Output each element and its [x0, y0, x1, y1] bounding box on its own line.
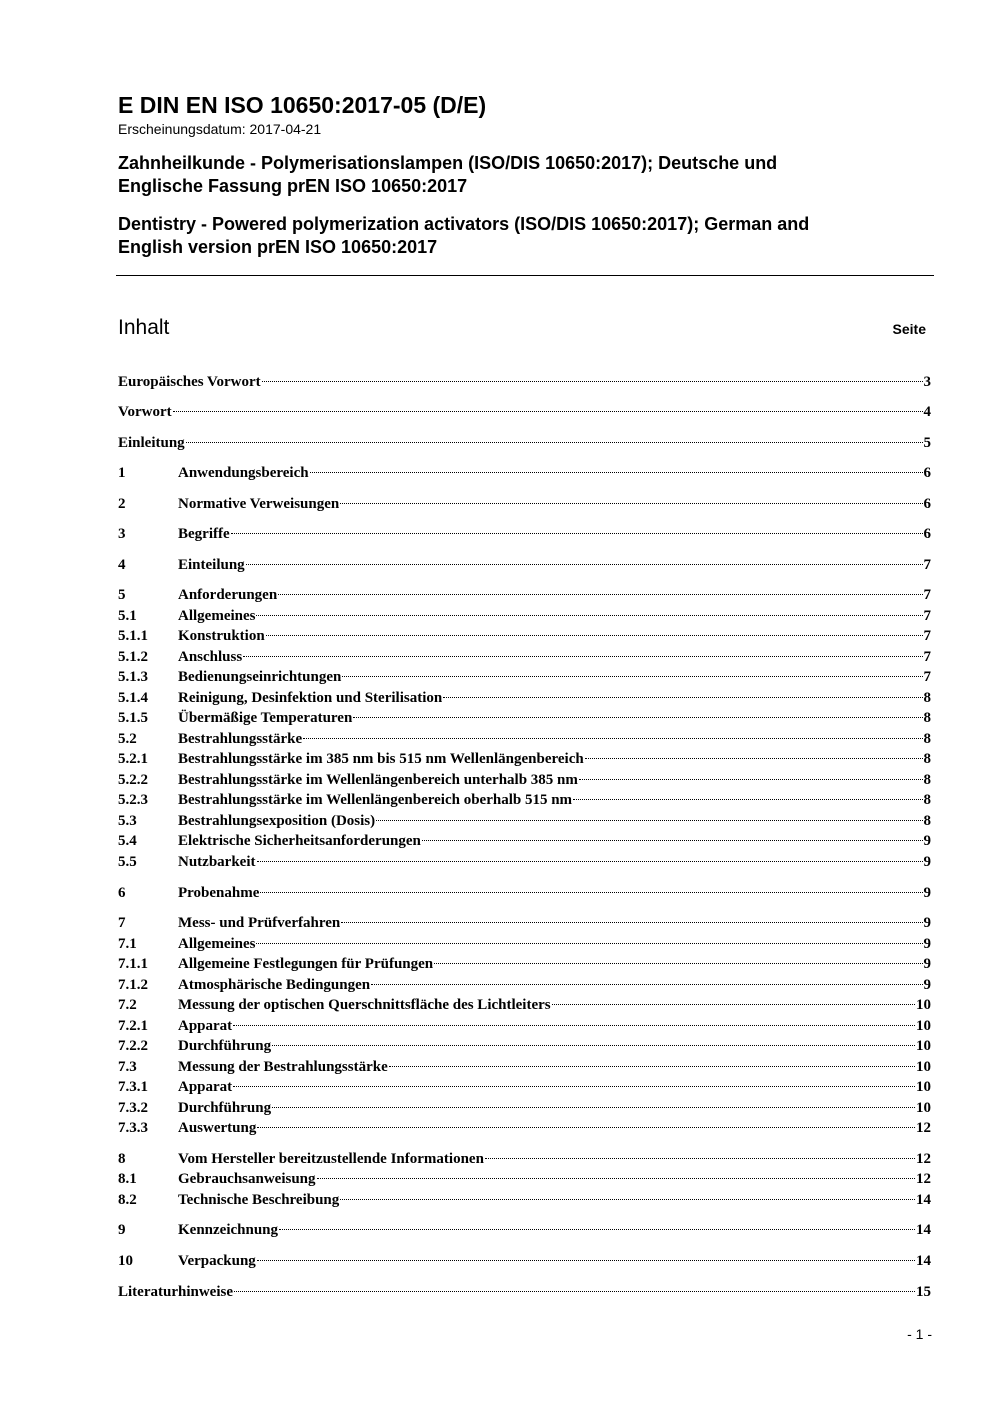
toc-dot-leader: [552, 1004, 915, 1005]
toc-entry-page: 10: [916, 1059, 931, 1075]
toc-entry-title: Anwendungsbereich: [178, 465, 309, 481]
toc-entry-page: 8: [923, 751, 931, 767]
toc-entry-number: 5.2: [118, 731, 137, 747]
toc-dot-leader: [279, 1229, 915, 1230]
toc-entry-number: 5.2.3: [118, 792, 148, 808]
toc-entry-number: 8.2: [118, 1192, 137, 1208]
toc-entry-title: Anschluss: [178, 649, 243, 665]
toc-entry-title: Normative Verweisungen: [178, 496, 340, 512]
toc-heading: Inhalt: [118, 316, 170, 339]
toc-entry[interactable]: [118, 852, 931, 872]
toc-entry-page: 12: [916, 1120, 931, 1136]
toc-entry[interactable]: [118, 524, 931, 544]
toc-entry-number: 5: [118, 587, 126, 603]
toc-entry-title: Auswertung: [178, 1120, 257, 1136]
toc-entry[interactable]: [118, 555, 931, 575]
toc-entry-page: 7: [923, 649, 931, 665]
toc-entry[interactable]: [118, 494, 931, 514]
toc-entry-page: 10: [916, 1079, 931, 1095]
toc-dot-leader: [317, 1178, 915, 1179]
toc-dot-leader: [371, 984, 922, 985]
toc-entry[interactable]: [118, 1118, 931, 1138]
toc-entry-title: Vorwort: [118, 404, 172, 420]
toc-entry-page: 7: [923, 608, 931, 624]
toc-entry[interactable]: [118, 811, 931, 831]
toc-entry-number: 8: [118, 1151, 126, 1167]
toc-entry-page: 9: [923, 936, 931, 952]
toc-dot-leader: [257, 1260, 915, 1261]
toc-entry-title: Messung der optischen Querschnittsfläche des Lichtleiters: [178, 997, 551, 1013]
toc-entry-page: 8: [923, 772, 931, 788]
toc-entry-number: 7.2.1: [118, 1018, 148, 1034]
header-divider: [116, 275, 934, 276]
toc-entry[interactable]: [118, 729, 931, 749]
toc-dot-leader: [443, 697, 922, 698]
toc-entry-page: 14: [916, 1253, 931, 1269]
toc-entry[interactable]: [118, 1282, 931, 1302]
toc-entry[interactable]: [118, 1149, 931, 1169]
toc-entry[interactable]: [118, 688, 931, 708]
toc-entry-page: 12: [916, 1171, 931, 1187]
toc-entry-number: 5.4: [118, 833, 137, 849]
toc-entry-page: 10: [916, 1100, 931, 1116]
toc-entry-number: 5.3: [118, 813, 137, 829]
toc-entry-number: 1: [118, 465, 126, 481]
toc-entry-page: 6: [923, 496, 931, 512]
toc-entry-title: Literaturhinweise: [118, 1284, 233, 1300]
toc-entry-number: 5.1.4: [118, 690, 148, 706]
toc-entry-number: 8.1: [118, 1171, 137, 1187]
toc-entry-number: 7.1.1: [118, 956, 148, 972]
toc-entry[interactable]: [118, 1077, 931, 1097]
toc-entry-number: 7.2: [118, 997, 137, 1013]
toc-dot-leader: [573, 799, 922, 800]
publication-date: Erscheinungsdatum: 2017-04-21: [118, 121, 322, 137]
toc-entry-page: 8: [923, 690, 931, 706]
toc-entry-number: 7.3.2: [118, 1100, 148, 1116]
toc-entry-page: 7: [923, 628, 931, 644]
toc-entry-page: 10: [916, 1038, 931, 1054]
toc-entry-number: 7.1: [118, 936, 137, 952]
toc-dot-leader: [256, 615, 922, 616]
toc-entry-number: 7.2.2: [118, 1038, 148, 1054]
toc-entry-title: Messung der Bestrahlungsstärke: [178, 1059, 388, 1075]
toc-entry-title: Probenahme: [178, 885, 260, 901]
toc-entry-title: Bestrahlungsstärke im Wellenlängenbereich oberhalb 515 nm: [178, 792, 573, 808]
toc-dot-leader: [278, 594, 922, 595]
toc-entry-number: 5.1: [118, 608, 137, 624]
toc-entry-page: 4: [923, 404, 931, 420]
toc-dot-leader: [256, 943, 922, 944]
toc-entry-title: Elektrische Sicherheitsanforderungen: [178, 833, 421, 849]
toc-heading-row: [118, 313, 926, 343]
toc-entry-title: Bestrahlungsexposition (Dosis): [178, 813, 376, 829]
toc-entry-number: 7: [118, 915, 126, 931]
toc-entry[interactable]: [118, 402, 931, 422]
title-german: [118, 152, 934, 198]
toc-entry[interactable]: [118, 934, 931, 954]
toc-entry-page: 8: [923, 813, 931, 829]
toc-dot-leader: [341, 922, 922, 923]
toc-entry-page: 7: [923, 587, 931, 603]
toc-entry-number: 5.5: [118, 854, 137, 870]
toc-entry[interactable]: [118, 372, 931, 392]
toc-entry[interactable]: [118, 585, 931, 605]
toc-entry-title: Europäisches Vorwort: [118, 374, 261, 390]
toc-entry-title: Konstruktion: [178, 628, 265, 644]
title-german-line-1: Zahnheilkunde - Polymerisationslampen (ISO/DIS 10650:2017); Deutsche und: [118, 153, 778, 173]
toc-entry-number: 5.1.1: [118, 628, 148, 644]
toc-entry-title: Mess- und Prüfverfahren: [178, 915, 341, 931]
toc-entry-title: Bestrahlungsstärke: [178, 731, 303, 747]
toc-entry-page: 9: [923, 956, 931, 972]
toc-entry-page: 9: [923, 885, 931, 901]
toc-entry-number: 5.1.2: [118, 649, 148, 665]
toc-dot-leader: [262, 381, 923, 382]
toc-entry-number: 7.1.2: [118, 977, 148, 993]
toc-entry[interactable]: [118, 1251, 931, 1271]
toc-entry-title: Bestrahlungsstärke im Wellenlängenbereich unterhalb 385 nm: [178, 772, 578, 788]
toc-dot-leader: [257, 861, 923, 862]
toc-entry-page: 6: [923, 526, 931, 542]
toc-entry-title: Übermäßige Temperaturen: [178, 710, 353, 726]
toc-entry[interactable]: [118, 831, 931, 851]
toc-entry-page: 9: [923, 915, 931, 931]
toc-entry-page: 5: [923, 435, 931, 451]
toc-dot-leader: [233, 1025, 915, 1026]
toc-dot-leader: [231, 533, 923, 534]
toc-dot-leader: [243, 656, 922, 657]
toc-entry-page: 14: [916, 1222, 931, 1238]
toc-entry-title: Einleitung: [118, 435, 185, 451]
toc-entry[interactable]: [118, 433, 931, 453]
toc-dot-leader: [272, 1045, 915, 1046]
toc-entry-number: 5.2.1: [118, 751, 148, 767]
toc-dot-leader: [310, 472, 923, 473]
toc-entry-number: 4: [118, 557, 126, 573]
toc-entry-title: Apparat: [178, 1079, 233, 1095]
toc-entry-title: Vom Hersteller bereitzustellende Informationen: [178, 1151, 484, 1167]
toc-entry[interactable]: [118, 626, 931, 646]
toc-dot-leader: [257, 1127, 915, 1128]
toc-entry-page: 7: [923, 669, 931, 685]
toc-entry-title: Durchführung: [178, 1038, 272, 1054]
toc-entry-title: Apparat: [178, 1018, 233, 1034]
toc-dot-leader: [340, 1199, 915, 1200]
toc-dot-leader: [272, 1107, 915, 1108]
toc-entry-page: 10: [916, 997, 931, 1013]
document-id: E DIN EN ISO 10650:2017-05 (D/E): [118, 92, 487, 118]
toc-entry-title: Durchführung: [178, 1100, 272, 1116]
toc-entry-page: 8: [923, 731, 931, 747]
toc-entry-page: 3: [923, 374, 931, 390]
title-english: [118, 213, 934, 259]
toc-entry-number: 7.3.3: [118, 1120, 148, 1136]
toc-entry-number: 3: [118, 526, 126, 542]
toc-entry-title: Reinigung, Desinfektion und Sterilisation: [178, 690, 443, 706]
toc-entry[interactable]: [118, 667, 931, 687]
toc-dot-leader: [353, 717, 922, 718]
toc-entry-title: Verpackung: [178, 1253, 256, 1269]
toc-entry-title: Allgemeine Festlegungen für Prüfungen: [178, 956, 434, 972]
toc-dot-leader: [246, 564, 923, 565]
toc-dot-leader: [173, 411, 923, 412]
toc-entry-number: 5.1.5: [118, 710, 148, 726]
toc-dot-leader: [389, 1066, 915, 1067]
toc-entry-page: 7: [923, 557, 931, 573]
toc-entry-number: 9: [118, 1222, 126, 1238]
toc-entry-page: 8: [923, 792, 931, 808]
toc-entry-number: 7.3: [118, 1059, 137, 1075]
toc-entry-page: 15: [916, 1284, 931, 1300]
title-english-line-1: Dentistry - Powered polymerization activators (ISO/DIS 10650:2017); German and: [118, 214, 810, 234]
toc-entry-page: 9: [923, 833, 931, 849]
toc-entry[interactable]: [118, 708, 931, 728]
toc-dot-leader: [340, 503, 922, 504]
toc-entry[interactable]: [118, 1057, 931, 1077]
toc-entry[interactable]: [118, 1098, 931, 1118]
toc-entry[interactable]: [118, 954, 931, 974]
toc-dot-leader: [342, 676, 922, 677]
toc-entry-page: 12: [916, 1151, 931, 1167]
toc-dot-leader: [233, 1086, 915, 1087]
toc-entry-title: Einteilung: [178, 557, 245, 573]
toc-entry-title: Bedienungseinrichtungen: [178, 669, 342, 685]
toc-entry-title: Atmosphärische Bedingungen: [178, 977, 371, 993]
toc-entry[interactable]: [118, 463, 931, 483]
toc-entry-title: Anforderungen: [178, 587, 278, 603]
toc-entry[interactable]: [118, 770, 931, 790]
toc-entry[interactable]: [118, 749, 931, 769]
toc-dot-leader: [485, 1158, 915, 1159]
toc-entry-title: Technische Beschreibung: [178, 1192, 340, 1208]
toc-entry-page: 6: [923, 465, 931, 481]
document-header: [118, 91, 934, 259]
toc-dot-leader: [376, 820, 922, 821]
toc-entry-title: Nutzbarkeit: [178, 854, 256, 870]
toc-entry-page: 9: [923, 977, 931, 993]
toc-entry-title: Kennzeichnung: [178, 1222, 279, 1238]
toc-entry[interactable]: [118, 1190, 931, 1210]
toc-entry-page: 10: [916, 1018, 931, 1034]
toc-entry-title: Bestrahlungsstärke im 385 nm bis 515 nm Wellenlängenbereich: [178, 751, 584, 767]
toc-entry-number: 2: [118, 496, 126, 512]
toc-entry-title: Begriffe: [178, 526, 230, 542]
toc-page-label: Seite: [892, 321, 926, 337]
toc-entry-title: Gebrauchsanweisung: [178, 1171, 316, 1187]
toc-entry[interactable]: [118, 647, 931, 667]
toc-dot-leader: [303, 738, 922, 739]
toc-dot-leader: [234, 1291, 915, 1292]
toc-entry[interactable]: [118, 913, 931, 933]
toc-dot-leader: [585, 758, 923, 759]
toc-dot-leader: [579, 779, 923, 780]
toc-entry[interactable]: [118, 1036, 931, 1056]
toc-entry[interactable]: [118, 606, 931, 626]
toc-entry-number: 6: [118, 885, 126, 901]
toc-entry[interactable]: [118, 883, 931, 903]
page-number: - 1 -: [907, 1326, 932, 1342]
toc-dot-leader: [266, 635, 923, 636]
toc-dot-leader: [434, 963, 922, 964]
toc-entry-number: 7.3.1: [118, 1079, 148, 1095]
toc-entry[interactable]: [118, 975, 931, 995]
toc-dot-leader: [260, 892, 922, 893]
title-german-line-2: Englische Fassung prEN ISO 10650:2017: [118, 176, 468, 196]
toc-entry-page: 8: [923, 710, 931, 726]
toc-entry-title: Allgemeines: [178, 936, 256, 952]
toc-entry-number: 5.1.3: [118, 669, 148, 685]
toc-entry-number: 10: [118, 1253, 133, 1269]
toc-dot-leader: [186, 442, 923, 443]
toc-entry[interactable]: [118, 1220, 931, 1240]
toc-dot-leader: [422, 840, 923, 841]
toc-entry[interactable]: [118, 995, 931, 1015]
toc-entry[interactable]: [118, 1016, 931, 1036]
title-english-line-2: English version prEN ISO 10650:2017: [118, 237, 438, 257]
toc-entry-page: 9: [923, 854, 931, 870]
toc-entry-title: Allgemeines: [178, 608, 256, 624]
toc-entry-number: 5.2.2: [118, 772, 148, 788]
toc-entry[interactable]: [118, 1169, 931, 1189]
toc-entry[interactable]: [118, 790, 931, 810]
toc-entry-page: 14: [916, 1192, 931, 1208]
